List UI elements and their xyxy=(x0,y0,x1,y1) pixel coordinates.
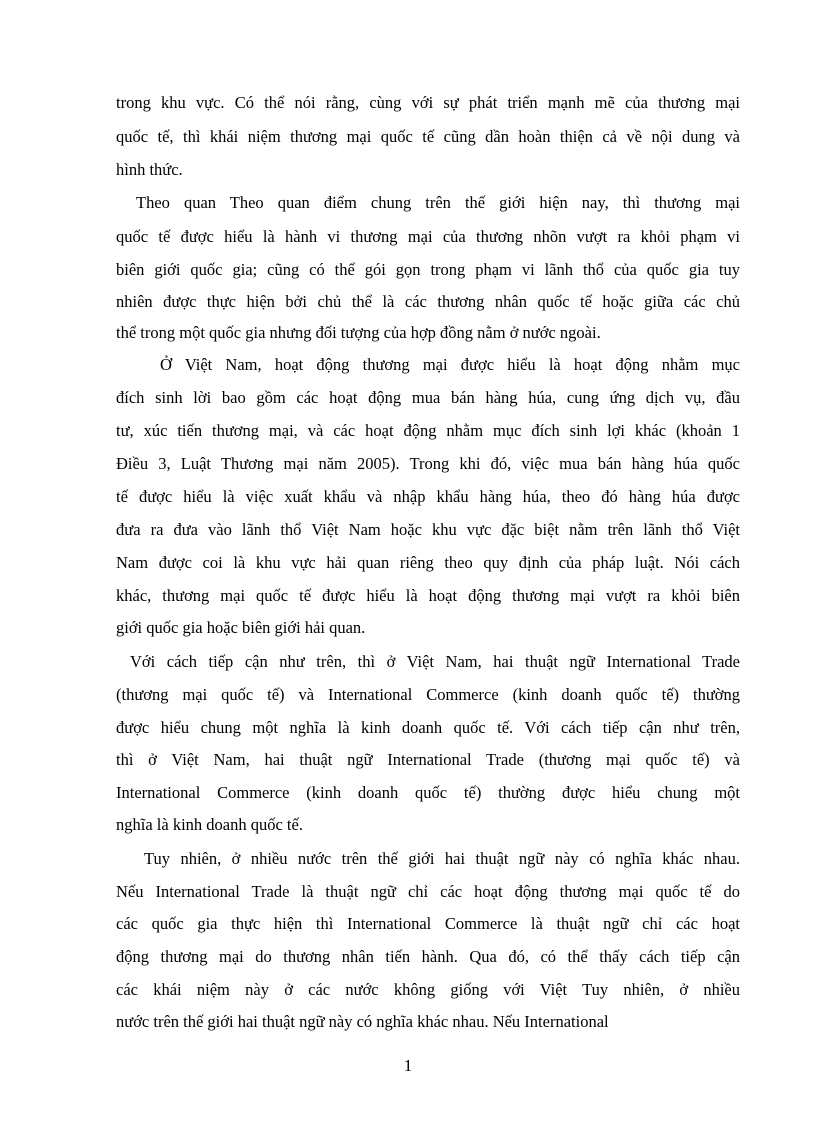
text-line: Theo quan Theo quan điểm chung trên thế giới hiện nay, thì thương mại xyxy=(136,193,740,212)
text-line: Nam được coi là khu vực hải quan riêng theo quy định của pháp luật. Nói cách xyxy=(116,553,740,572)
text-line: International Commerce (kinh doanh quốc tế) thường được hiểu chung một xyxy=(116,783,740,802)
text-line: động thương mại do thương nhân tiến hành. Qua đó, có thể thấy cách tiếp cận xyxy=(116,947,740,966)
text-line: đưa ra đưa vào lãnh thổ Việt Nam hoặc khu vực đặc biệt nằm trên lãnh thổ Việt xyxy=(116,520,740,539)
text-line: các khái niệm này ở các nước không giống với Việt Tuy nhiên, ở nhiều xyxy=(116,980,740,999)
text-line: nhiên được thực hiện bởi chủ thể là các thương nhân quốc tế hoặc giữa các chủ xyxy=(116,292,740,311)
text-line: Điều 3, Luật Thương mại năm 2005). Trong khi đó, việc mua bán hàng húa quốc xyxy=(116,454,740,473)
text-line: các quốc gia thực hiện thì International Commerce là thuật ngữ chỉ các hoạt xyxy=(116,914,740,933)
text-line: hình thức. xyxy=(116,160,183,179)
text-line: giới quốc gia hoặc biên giới hải quan. xyxy=(116,618,366,637)
text-line: trong khu vực. Có thể nói rằng, cùng với sự phát triển mạnh mẽ của thương mại xyxy=(116,93,740,112)
text-line: quốc tế được hiểu là hành vi thương mại của thương nhõn vượt ra khỏi phạm vi xyxy=(116,227,740,246)
text-line: Ở Việt Nam, hoạt động thương mại được hiểu là hoạt động nhằm mục xyxy=(160,355,740,374)
text-line: khác, thương mại quốc tế được hiểu là hoạt động thương mại vượt ra khỏi biên xyxy=(116,586,740,605)
page-number: 1 xyxy=(403,1056,413,1075)
text-line: quốc tế, thì khái niệm thương mại quốc tế cũng dần hoàn thiện cả về nội dung và xyxy=(116,127,740,146)
text-line: tế được hiểu là việc xuất khẩu và nhập khẩu hàng húa, theo đó hàng húa được xyxy=(116,487,740,506)
text-line: nghĩa là kinh doanh quốc tế. xyxy=(116,815,303,834)
text-line: Nếu International Trade là thuật ngữ chỉ các hoạt động thương mại quốc tế do xyxy=(116,882,740,901)
text-line: thì ở Việt Nam, hai thuật ngữ International Trade (thương mại quốc tế) và xyxy=(116,750,740,769)
text-line: đích sinh lời bao gồm các hoạt động mua bán hàng húa, cung ứng dịch vụ, đầu xyxy=(116,388,740,407)
text-line: (thương mại quốc tế) và International Commerce (kinh doanh quốc tế) thường xyxy=(116,685,740,704)
text-line: Với cách tiếp cận như trên, thì ở Việt Nam, hai thuật ngữ International Trade xyxy=(130,652,740,671)
text-line: nước trên thế giới hai thuật ngữ này có nghĩa khác nhau. Nếu International xyxy=(116,1012,609,1031)
text-line: thể trong một quốc gia nhưng đối tượng của hợp đồng nằm ở nước ngoài. xyxy=(116,323,601,342)
text-line: được hiểu chung một nghĩa là kinh doanh quốc tế. Với cách tiếp cận như trên, xyxy=(116,718,740,737)
text-line: Tuy nhiên, ở nhiều nước trên thế giới hai thuật ngữ này có nghĩa khác nhau. xyxy=(144,849,740,868)
text-line: biên giới quốc gia; cũng có thể gói gọn trong phạm vi lãnh thổ của quốc gia tuy xyxy=(116,260,740,279)
text-line: tư, xúc tiến thương mại, và các hoạt động nhằm mục đích sinh lợi khác (khoản 1 xyxy=(116,421,740,440)
